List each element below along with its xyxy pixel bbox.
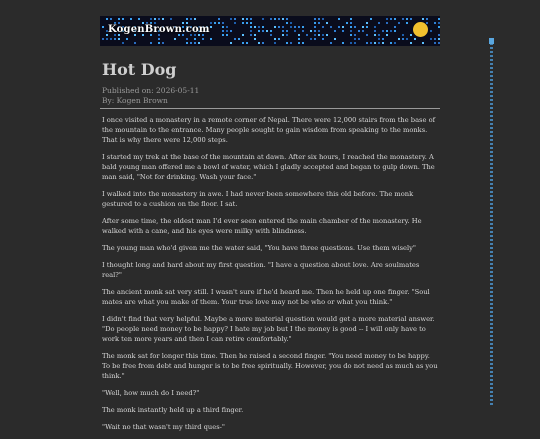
divider <box>100 108 440 109</box>
site-banner[interactable] <box>100 16 440 46</box>
paragraph: The young man who'd given me the water said, "You have three questions. Use them wisely" <box>102 244 416 252</box>
post-body <box>102 115 438 439</box>
sun-icon <box>413 22 428 37</box>
scrollbar-thumb[interactable] <box>489 38 494 44</box>
paragraph: After some time, the oldest man I'd ever seen entered the main chamber of the monastery. He walked with a cane, and his eyes were milky with blindness. <box>102 217 422 235</box>
post-author: By: Kogen Brown <box>102 96 168 105</box>
paragraph: The monk instantly held up a third finger. <box>102 406 244 414</box>
page-column <box>100 0 440 431</box>
paragraph: I started my trek at the base of the mountain at dawn. After six hours, I reached the monastery. A bald young man offered me a bowl of water, which I gladly accepted and began to gulp down. The man said, "Not for drinking. Wash your face." <box>102 153 435 181</box>
paragraph: "Wait no that wasn't my third ques-" <box>102 423 225 431</box>
scrollbar-track[interactable] <box>490 39 493 405</box>
paragraph: The monk sat for longer this time. Then he raised a second finger. "You need money to be happy. To be free from debt and hunger is to be free spiritually. However, you do not need as much as you think." <box>102 352 438 380</box>
paragraph: I walked into the monastery in awe. I had never been somewhere this old before. The monk gestured to a cushion on the floor. I sat. <box>102 190 414 208</box>
post-meta <box>102 86 199 106</box>
paragraph: I once visited a monastery in a remote corner of Nepal. There were 12,000 stairs from the base of the mountain to the entrance. Many people sought to gain wisdom from speaking to the monks. That is why there were 12,000 steps. <box>102 116 436 144</box>
site-title[interactable]: KogenBrown.com <box>108 24 210 35</box>
paragraph: I thought long and hard about my first question. "I have a question about love. Are soulmates real?" <box>102 261 420 279</box>
paragraph: I didn't find that very helpful. Maybe a more material question would get a more material answer. "Do people need money to be happy? I hate my job but I the money is good -- I will only have to work ten more years and then I can retire comfortably." <box>102 315 435 343</box>
paragraph: "Well, how much do I need?" <box>102 389 200 397</box>
post-title: Hot Dog <box>102 60 177 79</box>
paragraph: The ancient monk sat very still. I wasn't sure if he'd heard me. Then he held up one finger. "Soul mates are what you make of them. Your true love may not be who or what you think." <box>102 288 430 306</box>
post-date: Published on: 2026-05-11 <box>102 86 200 95</box>
